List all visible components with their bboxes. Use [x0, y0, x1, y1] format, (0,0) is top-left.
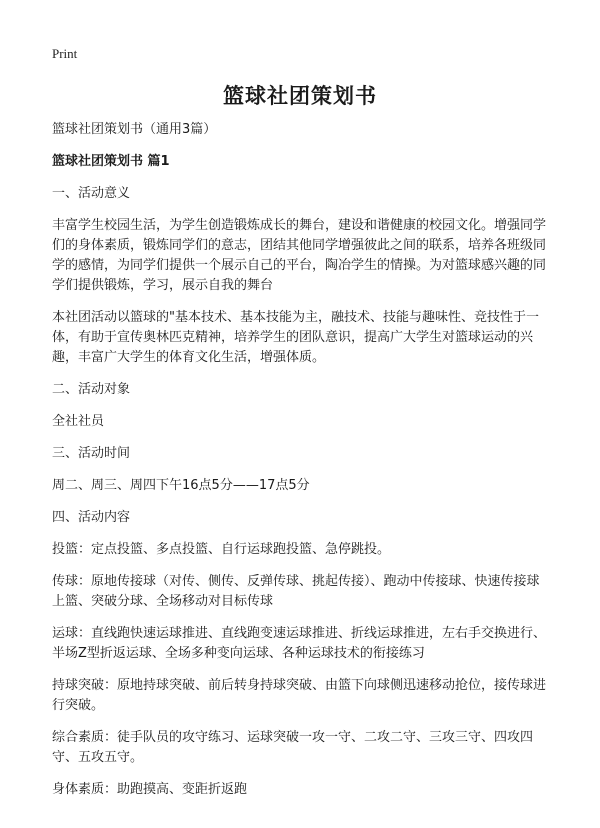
section-heading: 篮球社团策划书 篇1 [52, 154, 170, 169]
document-body [52, 120, 548, 812]
paragraph-purpose: 丰富学生校园生活，为学生创造锻炼成长的舞台，建设和谐健康的校园文化。增强同学们的身体素质，锻炼同学们的意志，团结其他同学增强彼此之间的联系，培养各班级同学的感情，为同学们提供一个展示自己的平台，陶冶学生的情操。为对篮球感兴趣的同学们提供锻炼，学习，展示自我的舞台 [52, 218, 547, 293]
section-title-time: 三、活动时间 [52, 446, 131, 461]
paragraph-passing: 传球：原地传接球（对传、侧传、反弹传球、挑起传接）、跑动中传接球、快速传接球上篮、突破分球、全场移动对目标传球 [52, 574, 540, 609]
paragraph-shooting: 投篮：定点投篮、多点投篮、自行运球跑投篮、急停跳投。 [52, 542, 391, 557]
paragraph-dribbling: 运球：直线跑快速运球推进、直线跑变速运球推进、折线运球推进，左右手交换进行、半场Z型折返运球、全场多种变向运球、各种运球技术的衔接练习 [52, 626, 547, 661]
paragraph-physical: 身体素质：助跑摸高、变距折返跑 [52, 782, 248, 797]
document-subtitle: 篮球社团策划书（通用3篇） [52, 122, 217, 137]
paragraph-approach: 本社团活动以篮球的"基本技术、基本技能为主，融技术、技能与趣味性、竞技性于一体，有助于宣传奥林匹克精神，培养学生的团队意识，提高广大学生对篮球运动的兴趣，丰富广大学生的体育文化生活，增强体质。 [52, 310, 539, 365]
section-title-purpose: 一、活动意义 [52, 186, 131, 201]
print-link[interactable]: Print [52, 46, 78, 61]
paragraph-time: 周二、周三、周四下午16点5分——17点5分 [52, 478, 310, 493]
paragraph-comprehensive: 综合素质：徒手队员的攻守练习、运球突破一攻一守、二攻二守、三攻三守、四攻四守、五攻五守。 [52, 730, 534, 765]
document-title: 篮球社团策划书 [223, 84, 377, 108]
paragraph-breakthrough: 持球突破：原地持球突破、前后转身持球突破、由篮下向球侧迅速移动抢位，接传球进行突破。 [52, 678, 547, 713]
paragraph-audience: 全社社员 [52, 414, 105, 429]
section-title-audience: 二、活动对象 [52, 382, 131, 397]
section-title-content: 四、活动内容 [52, 510, 131, 525]
